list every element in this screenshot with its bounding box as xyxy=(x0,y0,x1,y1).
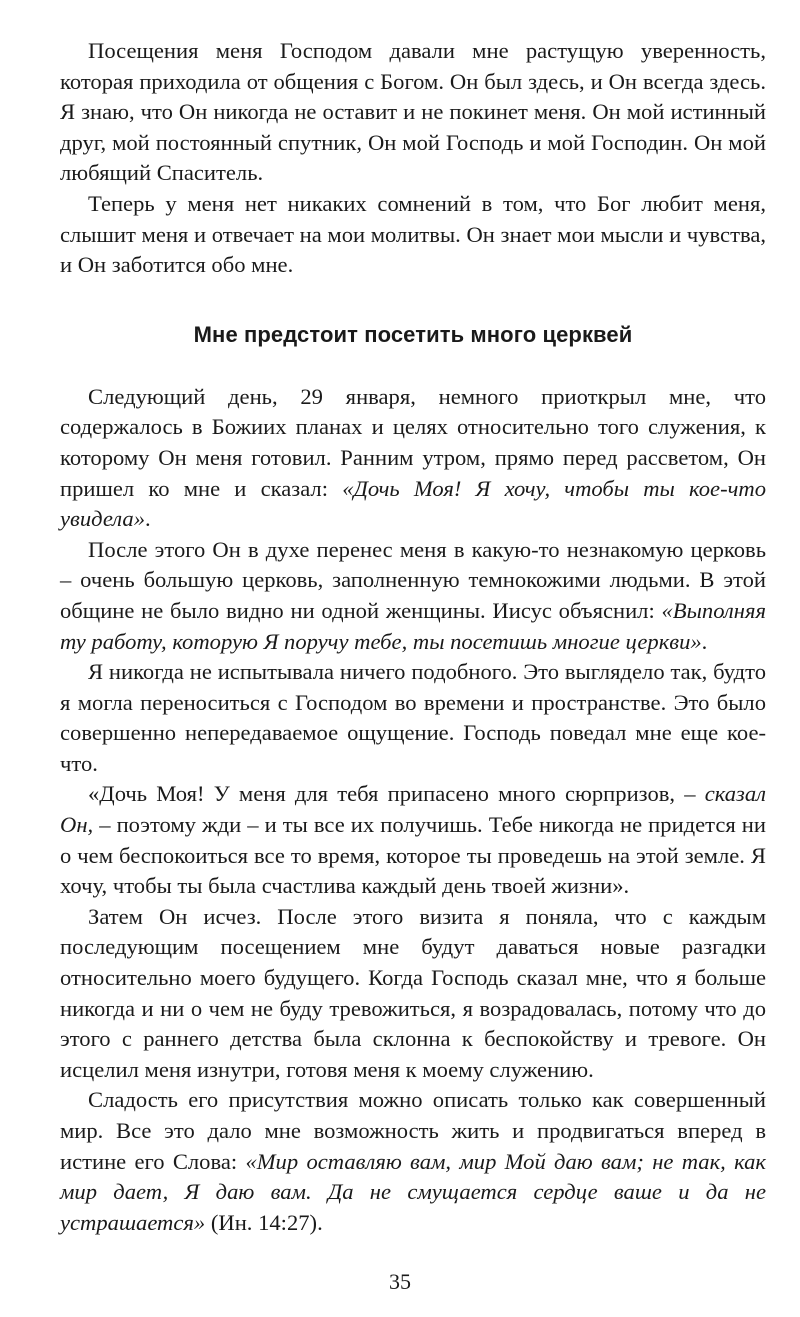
paragraph-6-italic: сказал Он, xyxy=(60,781,766,838)
book-page xyxy=(60,36,766,1238)
paragraph-5: Я никогда не испытывала ничего подобного. Это выглядело так, будто я могла переноситься с Господом во времени и пространстве. Это было совершенно непередаваемое ощущение. Господь поведал мне еще кое-что. xyxy=(60,659,766,776)
paragraph-4-end: . xyxy=(701,628,708,654)
paragraph-3 xyxy=(60,382,766,535)
paragraph-3-end: . xyxy=(145,506,151,532)
paragraph-8-text: Сладость его присутствия можно описать только как совершенный мир. Все это дало мне возможность жить и продвигаться вперед в истине его Слова: xyxy=(60,1087,766,1174)
paragraph-4 xyxy=(60,535,766,657)
paragraph-6 xyxy=(60,779,766,901)
paragraph-4-quote: «Выполняя ту работу, которую Я поручу тебе, ты посетишь многие церкви» xyxy=(60,597,766,654)
paragraph-1: Посещения меня Господом давали мне растущую уверенность, которая приходила от общения с Богом. Он был здесь, и Он всегда здесь. Я знаю, что Он никогда не оставит и не покинет меня. Он мой истинный друг, мой постоянный спутник, Он мой Господь и мой Господин. Он мой любящий Спаситель. xyxy=(60,38,766,186)
paragraph-3-text: Следующий день, 29 января, немного приоткрыл мне, что содержалось в Божиих планах и целях относительно того служения, к которому Он меня готовил. Ранним утром, прямо перед рассветом, Он пришел ко мне и сказал: xyxy=(60,383,766,501)
paragraph-6-end: – поэтому жди – и ты все их получишь. Тебе никогда не придется ни о чем беспокоиться все то время, которое ты проведешь на этой земле. Я хочу, чтобы ты была счастлива каждый день твоей жизни». xyxy=(60,812,766,899)
paragraph-4-text: После этого Он в духе перенес меня в какую-то незнакомую церковь – очень большую церковь, заполненную темнокожими людьми. В этой общине не было видно ни одной женщины. Иисус объяснил: xyxy=(60,536,766,623)
paragraph-2: Теперь у меня нет никаких сомнений в том, что Бог любит меня, слышит меня и отвечает на мои молитвы. Он знает мои мысли и чувства, и Он заботится обо мне. xyxy=(60,190,766,278)
page-number: 35 xyxy=(389,1269,411,1294)
paragraph-6-start: «Дочь Моя! У меня для тебя припасено много сюрпризов, – xyxy=(88,781,705,807)
paragraph-3-quote: «Дочь Моя! Я хочу, чтобы ты кое-что увидела» xyxy=(60,475,767,532)
section-heading: Мне предстоит посетить много церквей xyxy=(193,321,633,347)
paragraph-8 xyxy=(60,1085,766,1238)
paragraph-8-end: (Ин. 14:27). xyxy=(205,1209,323,1235)
paragraph-8-quote: «Мир оставляю вам, мир Мой даю вам; не так, как мир дает, Я даю вам. Да не смущается сердце ваше и да не устрашается» xyxy=(60,1148,766,1235)
paragraph-7: Затем Он исчез. После этого визита я поняла, что с каждым последующим посещением мне будут даваться новые разгадки относительно моего будущего. Когда Господь сказал мне, что я больше никогда и ни о чем не буду тревожиться, я возрадовалась, потому что до этого с раннего детства была склонна к беспокойству и тревоге. Он исцелил меня изнутри, готовя меня к моему служению. xyxy=(60,903,766,1082)
